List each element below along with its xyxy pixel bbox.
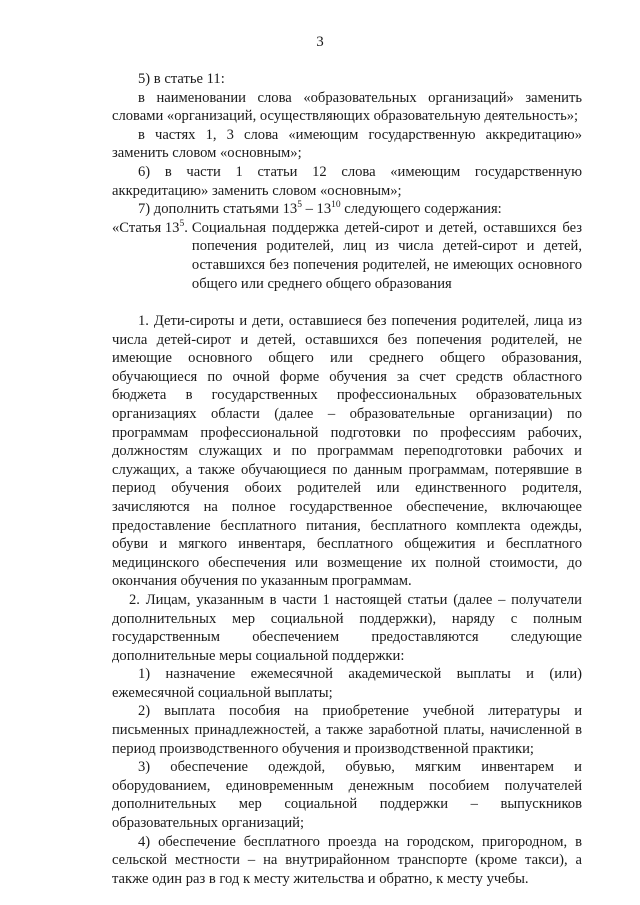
item-7-sup-end: 10 <box>331 200 341 211</box>
item-5-heading: 5) в статье 11: <box>138 71 225 87</box>
amendments-block <box>112 70 582 293</box>
article-part-2: 2. Лицам, указанным в части 1 настоящей статьи (далее – получатели дополнительных мер социальной поддержки), наряду с полным государственным обеспечением предоставляются следующие дополнительные меры социальной поддержки: <box>112 591 582 664</box>
item-5-title-change: в наименовании слова «образовательных организаций» заменить словами «организаций, осуществляющих образовательную деятельность»; <box>112 89 582 125</box>
item-5-parts-change: в частях 1, 3 слова «имеющим государственную аккредитацию» заменить словом «основным»; <box>112 126 582 162</box>
item-7-pre: 7) дополнить статьями 13 <box>138 201 298 218</box>
item-7-mid: – 13 <box>301 201 332 218</box>
item-6: 6) в части 1 статьи 12 слова «имеющим государственную аккредитацию» заменить словом «основным»; <box>112 163 582 199</box>
support-measure-3: 3) обеспечение одеждой, обувью, мягким инвентарем и оборудованием, единовременным денежным пособием получателей дополнительных мер социальной поддержки – выпускников образовательных организаций; <box>112 759 582 832</box>
article-title: Социальная поддержка детей-сирот и детей, оставшихся без попечения родителей, лиц из числа детей-сирот и детей, оставшихся без попечения родителей, не имеющих основного общего или среднего общего образования <box>191 219 582 292</box>
support-measure-4: 4) обеспечение бесплатного проезда на городском, пригородном, в сельской местности – на внутрирайонном транспорте (кроме такси), а также один раз в год к месту жительства и обратно, к месту учебы. <box>112 833 582 887</box>
support-measure-2: 2) выплата пособия на приобретение учебной литературы и письменных принадлежностей, а также заработной платы, начисленной в период производственного обучения и производственной практики; <box>112 703 582 757</box>
support-measure-1: 1) назначение ежемесячной академической выплаты и (или) ежемесячной социальной выплаты; <box>112 666 582 701</box>
item-7-post: следующего содержания: <box>340 201 502 218</box>
article-label: «Статья $13^5$. <box>112 218 188 236</box>
item-7-sup-start: 5 <box>297 200 302 211</box>
article-body <box>112 312 582 888</box>
item-7 <box>112 200 582 219</box>
page-number: 3 <box>316 34 324 50</box>
article-part-1: 1. Дети-сироты и дети, оставшиеся без попечения родителей, лица из числа детей-сирот и детей, оставшихся без попечения родителей, не имеющие основного общего или среднего общего образования, обучающиеся по очной форме обучения за счет средств областного бюджета в государственных профессиональных образовательных организациях области (далее – образовательные организации) по программам профессиональной подготовки по профессиям рабочих, должностям служащих и по программам переподготовки рабочих и служащих, а также обучающиеся по данным программам, потерявшие в период обучения обоих родителей или единственного родителя, зачисляются на полное государственное обеспечение, включающее предоставление бесплатного питания, бесплатного комплекта одежды, обуви и мягкого инвентаря, бесплатного общежития и бесплатного медицинского обеспечения или возмещение их полной стоимости, до окончания обучения по указанным программам. <box>112 313 582 590</box>
article-heading <box>112 219 582 293</box>
